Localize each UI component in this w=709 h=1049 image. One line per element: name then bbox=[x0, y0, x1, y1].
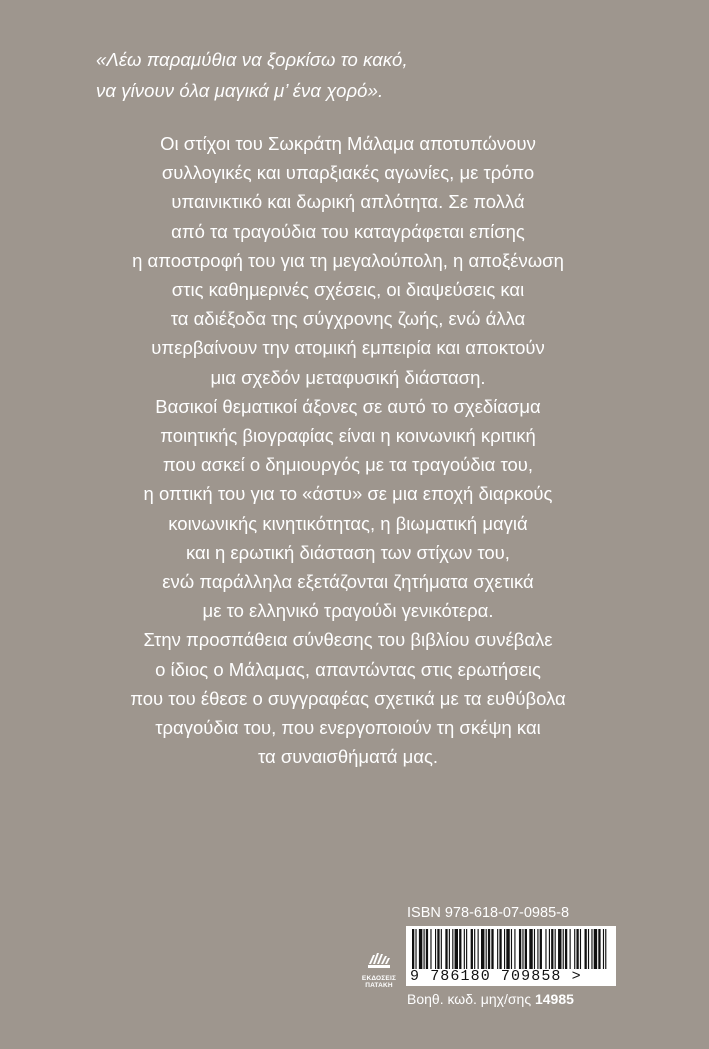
blurb-line: ενώ παράλληλα εξετάζονται ζητήματα σχετικά bbox=[162, 571, 534, 593]
barcode-bar bbox=[549, 929, 550, 969]
barcode-bar bbox=[563, 929, 564, 969]
isbn-label: ISBN 978-618-07-0985-8 bbox=[407, 905, 570, 921]
machine-code-label: Βοηθ. κωδ. μηχ/σης bbox=[407, 991, 532, 1007]
blurb-line: υπαινικτικό και δωρική απλότητα. Σε πολλά bbox=[171, 191, 525, 213]
barcode-bar bbox=[412, 929, 414, 969]
blurb-line: κοινωνικής κινητικότητας, η βιωματική μαγιά bbox=[168, 512, 528, 534]
barcode-bar bbox=[598, 929, 600, 969]
barcode-bar bbox=[466, 929, 467, 969]
barcode-bar bbox=[565, 929, 567, 969]
barcode-bar bbox=[570, 929, 571, 969]
isbn-block bbox=[406, 904, 618, 1007]
blurb-line: από τα τραγούδια του καταγράφεται επίσης bbox=[171, 220, 525, 242]
barcode-bar bbox=[437, 929, 439, 969]
blurb-line: Οι στίχοι του Σωκράτη Μάλαμα αποτυπώνουν bbox=[160, 133, 536, 154]
blurb-line: η αποστροφή του για τη μεγαλούπολη, η αποξένωση bbox=[132, 249, 564, 271]
barcode-bar bbox=[511, 929, 512, 969]
barcode-bar bbox=[481, 929, 484, 969]
barcode-bar bbox=[471, 929, 473, 969]
blurb-line: με το ελληνικό τραγούδι γενικότερα. bbox=[202, 600, 494, 622]
barcode-bar bbox=[441, 929, 442, 969]
barcode-bar bbox=[588, 929, 589, 969]
barcode-bar bbox=[514, 929, 515, 969]
blurb-line: ο ίδιος ο Μάλαμας, απαντώντας στις ερωτήσεις bbox=[155, 658, 541, 680]
barcode-bar bbox=[486, 929, 487, 969]
barcode-bar bbox=[519, 929, 521, 969]
barcode-bar bbox=[419, 929, 422, 969]
barcode-bar bbox=[474, 929, 475, 969]
barcode-bar bbox=[459, 929, 461, 969]
barcode-bar bbox=[445, 929, 447, 969]
barcode-bar bbox=[455, 929, 458, 969]
publisher-logo-icon bbox=[359, 951, 399, 975]
barcode-bar bbox=[452, 929, 453, 969]
barcode-bar bbox=[506, 929, 509, 969]
barcode-bar bbox=[537, 929, 538, 969]
barcode-bar bbox=[497, 929, 498, 969]
barcode-bar bbox=[435, 929, 436, 969]
barcode-bar bbox=[415, 929, 416, 969]
barcode-bar bbox=[591, 929, 592, 969]
machine-code bbox=[407, 991, 618, 1007]
barcode-bar bbox=[551, 929, 553, 969]
quote-line: «Λέω παραμύθια να ξορκίσω το κακό, bbox=[96, 49, 408, 70]
barcode-bar bbox=[478, 929, 479, 969]
blurb-line: τα συναισθήματά μας. bbox=[257, 746, 439, 768]
barcode-bar bbox=[464, 929, 465, 969]
barcode-bar bbox=[491, 929, 493, 969]
barcode-bar bbox=[603, 929, 604, 969]
barcode-bar bbox=[430, 929, 431, 969]
barcode-bar bbox=[576, 929, 578, 969]
barcode-bar bbox=[499, 929, 501, 969]
barcode-digits: 9 786180 709858 > bbox=[410, 969, 614, 985]
blurb-line: τραγούδια του, που ενεργοποιούν τη σκέψη και bbox=[155, 717, 541, 739]
publisher-logo-line1: ΕΚΔΟΣΕΙΣ bbox=[361, 975, 397, 982]
blurb-line: που του έθεσε ο συγγραφέας σχετικά με τα ευθύβολα bbox=[130, 687, 566, 709]
blurb-line: συλλογικές και υπαρξιακές αγωνίες, με τρόπο bbox=[161, 162, 535, 184]
barcode-bar bbox=[558, 929, 561, 969]
blurb-line: η οπτική του για το «άστυ» σε μια εποχή διαρκούς bbox=[143, 483, 553, 505]
barcode-bar bbox=[504, 929, 505, 969]
blurb-line: που ασκεί ο δημιουργός με τα τραγούδια του, bbox=[162, 454, 534, 476]
machine-code-number: 14985 bbox=[534, 991, 574, 1007]
barcode-bar bbox=[529, 929, 532, 969]
barcode-bar bbox=[545, 929, 546, 969]
publisher-logo-line2: ΠΑΤΑΚΗ bbox=[365, 982, 393, 989]
epigraph-quote bbox=[96, 44, 656, 106]
barcode-bar bbox=[574, 929, 575, 969]
blurb-line: υπερβαίνουν την ατομική εμπειρία και αποκτούν bbox=[151, 337, 545, 359]
quote-line: να γίνουν όλα μαγικά μ’ ένα χορό». bbox=[96, 80, 384, 101]
barcode-bar bbox=[424, 929, 425, 969]
barcode-bar bbox=[580, 929, 581, 969]
barcode-bar bbox=[522, 929, 523, 969]
barcode bbox=[406, 926, 616, 986]
barcode-bar bbox=[534, 929, 535, 969]
barcode-bar bbox=[488, 929, 490, 969]
blurb-text bbox=[88, 129, 608, 771]
blurb-line: Βασικοί θεματικοί άξονες σε αυτό το σχεδίασμα bbox=[155, 395, 541, 417]
blurb-line: Στην προσπάθεια σύνθεσης του βιβλίου συνέβαλε bbox=[143, 629, 553, 651]
barcode-bar bbox=[449, 929, 450, 969]
blurb-line: τα αδιέξοδα της σύγχρονης ζωής, ενώ άλλα bbox=[170, 308, 526, 330]
barcode-bar bbox=[555, 929, 556, 969]
barcode-bar bbox=[594, 929, 597, 969]
blurb-line: και η ερωτική διάσταση των στίχων του, bbox=[186, 541, 510, 563]
barcode-bar bbox=[605, 929, 606, 969]
barcode-bar bbox=[426, 929, 428, 969]
barcode-bar bbox=[540, 929, 542, 969]
blurb-line: ποιητικής βιογραφίας είναι η κοινωνική κριτική bbox=[160, 425, 536, 447]
blurb-line: στις καθημερινές σχέσεις, οι διαψεύσεις και bbox=[171, 279, 525, 301]
barcode-bar bbox=[585, 929, 587, 969]
publisher-logo bbox=[359, 951, 399, 991]
blurb-line: μια σχεδόν μεταφυσική διάσταση. bbox=[210, 366, 486, 388]
barcode-bar bbox=[525, 929, 527, 969]
